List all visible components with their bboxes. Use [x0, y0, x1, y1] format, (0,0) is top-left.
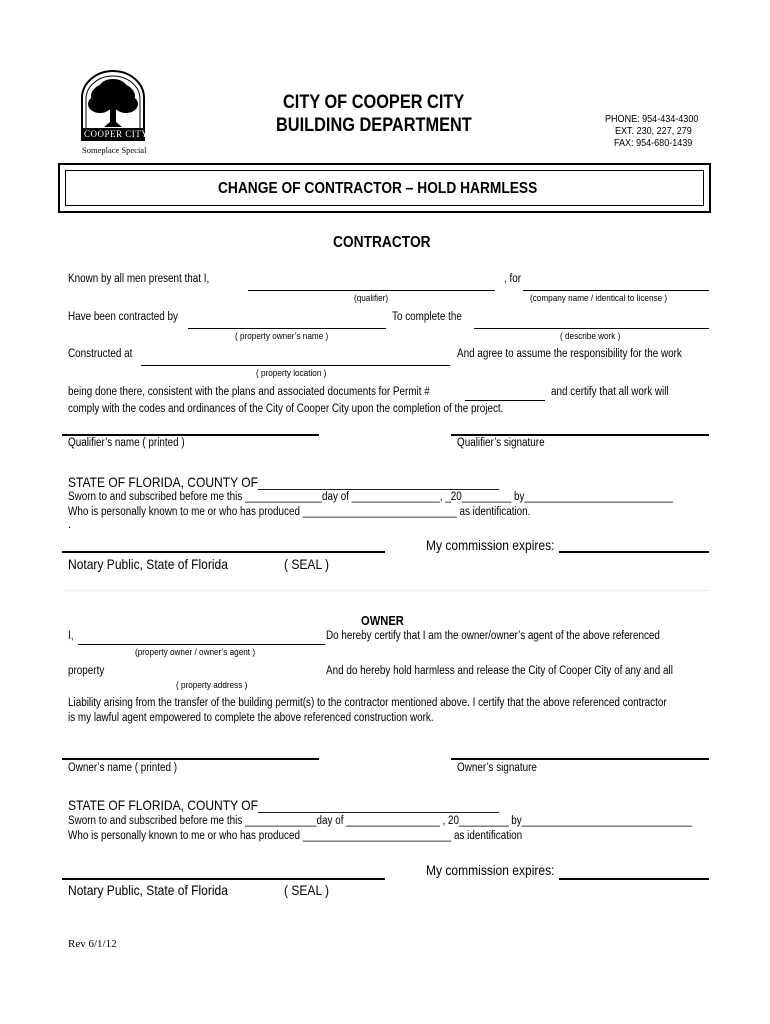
revision-date: Rev 6/1/12	[68, 938, 117, 950]
owner-heading: OWNER	[361, 613, 404, 628]
contractor-heading: CONTRACTOR	[333, 234, 431, 251]
notary-signature-line-1[interactable]	[62, 551, 385, 553]
to-complete-text: To complete the	[392, 311, 462, 323]
notary-public-label-2: Notary Public, State of Florida	[68, 882, 228, 898]
commission-line-2[interactable]	[559, 878, 709, 880]
state-county-line-2: STATE OF FLORIDA, COUNTY OF____________________________________	[68, 797, 500, 813]
constructed-at-text: Constructed at	[68, 348, 133, 360]
known-by-text: Known by all men present that I,	[68, 273, 210, 285]
commission-expires-1: My commission expires:	[426, 537, 555, 553]
seal-label-1: ( SEAL )	[284, 556, 330, 572]
contracted-by-text: Have been contracted by	[68, 311, 178, 323]
comply-text: comply with the codes and ordinances of the City of Cooper City upon the completion of the project.	[68, 403, 504, 415]
owner-name-caption: ( property owner’s name )	[235, 331, 329, 342]
fax-number: FAX: 954-680-1439	[614, 137, 693, 149]
location-caption: ( property location )	[256, 368, 327, 379]
owner-name-fill-line[interactable]	[78, 644, 325, 645]
agree-text: And agree to assume the responsibility for the work	[457, 348, 682, 360]
city-title: CITY OF COOPER CITY	[283, 92, 465, 113]
known-text-1: Who is personally known to me or who has produced ____________________________ as identification.	[68, 506, 531, 518]
liability-text-1: Liability arising from the transfer of the building permit(s) to the contractor mentioned above. I certify that the above referenced contractor	[68, 697, 667, 709]
city-logo	[78, 68, 148, 160]
qualifier-caption: (qualifier)	[354, 293, 389, 304]
owner-certify-text: Do hereby certify that I am the owner/owner’s agent of the above referenced	[326, 630, 660, 642]
seal-label-2: ( SEAL )	[284, 882, 330, 898]
department-title: BUILDING DEPARTMENT	[276, 115, 472, 136]
company-caption: (company name / identical to license )	[530, 293, 668, 304]
address-caption: ( property address )	[176, 680, 248, 691]
liability-text-2: is my lawful agent empowered to complete the above referenced construction work.	[68, 712, 434, 724]
describe-work-caption: ( describe work )	[560, 331, 621, 342]
form-title: CHANGE OF CONTRACTOR – HOLD HARMLESS	[218, 180, 538, 197]
notary-public-label-1: Notary Public, State of Florida	[68, 556, 228, 572]
owner-caption: (property owner / owner’s agent )	[135, 647, 256, 658]
stray-period: .	[68, 519, 72, 531]
owner-i-text: I,	[68, 630, 74, 642]
hold-harmless-text: And do hereby hold harmless and release the City of Cooper City of any and all	[326, 665, 673, 677]
owner-signature-label: Owner’s signature	[457, 762, 537, 774]
qualifier-name-line[interactable]	[62, 434, 319, 436]
owner-signature-line[interactable]	[451, 758, 709, 760]
describe-work-line[interactable]	[474, 328, 709, 329]
certify-text: and certify that all work will	[551, 386, 669, 398]
qualifier-signature-label: Qualifier’s signature	[457, 437, 545, 449]
extensions: EXT. 230, 227, 279	[615, 125, 692, 137]
commission-line-1[interactable]	[559, 551, 709, 553]
company-line[interactable]	[523, 290, 709, 291]
owner-name-label: Owner’s name ( printed )	[68, 762, 178, 774]
known-text-2: Who is personally known to me or who has produced ___________________________ as identification	[68, 830, 523, 842]
sworn-text-1: Sworn to and subscribed before me this ______________day of ________________, _20_________ by___________________________	[68, 491, 673, 503]
qualifier-line[interactable]	[248, 290, 495, 291]
logo-name: COOPER CITY	[84, 129, 149, 139]
sworn-text-2: Sworn to and subscribed before me this _____________day of _________________ , 20_________ by_______________________________	[68, 815, 693, 827]
section-divider	[62, 590, 709, 591]
commission-expires-2: My commission expires:	[426, 862, 555, 878]
owner-name-line[interactable]	[188, 328, 386, 329]
owner-name-line[interactable]	[62, 758, 319, 760]
property-text: property	[68, 665, 105, 677]
logo-tagline: Someplace Special	[82, 145, 147, 155]
permit-number-line[interactable]	[465, 400, 545, 401]
phone-number: PHONE: 954-434-4300	[605, 113, 699, 125]
notary-signature-line-2[interactable]	[62, 878, 385, 880]
qualifier-signature-line[interactable]	[451, 434, 709, 436]
property-location-line[interactable]	[141, 365, 450, 366]
for-text: , for	[504, 273, 522, 285]
being-done-text: being done there, consistent with the plans and associated documents for Permit #	[68, 386, 430, 398]
state-county-line-1: STATE OF FLORIDA, COUNTY OF____________________________________	[68, 474, 500, 490]
qualifier-name-label: Qualifier’s name ( printed )	[68, 437, 185, 449]
